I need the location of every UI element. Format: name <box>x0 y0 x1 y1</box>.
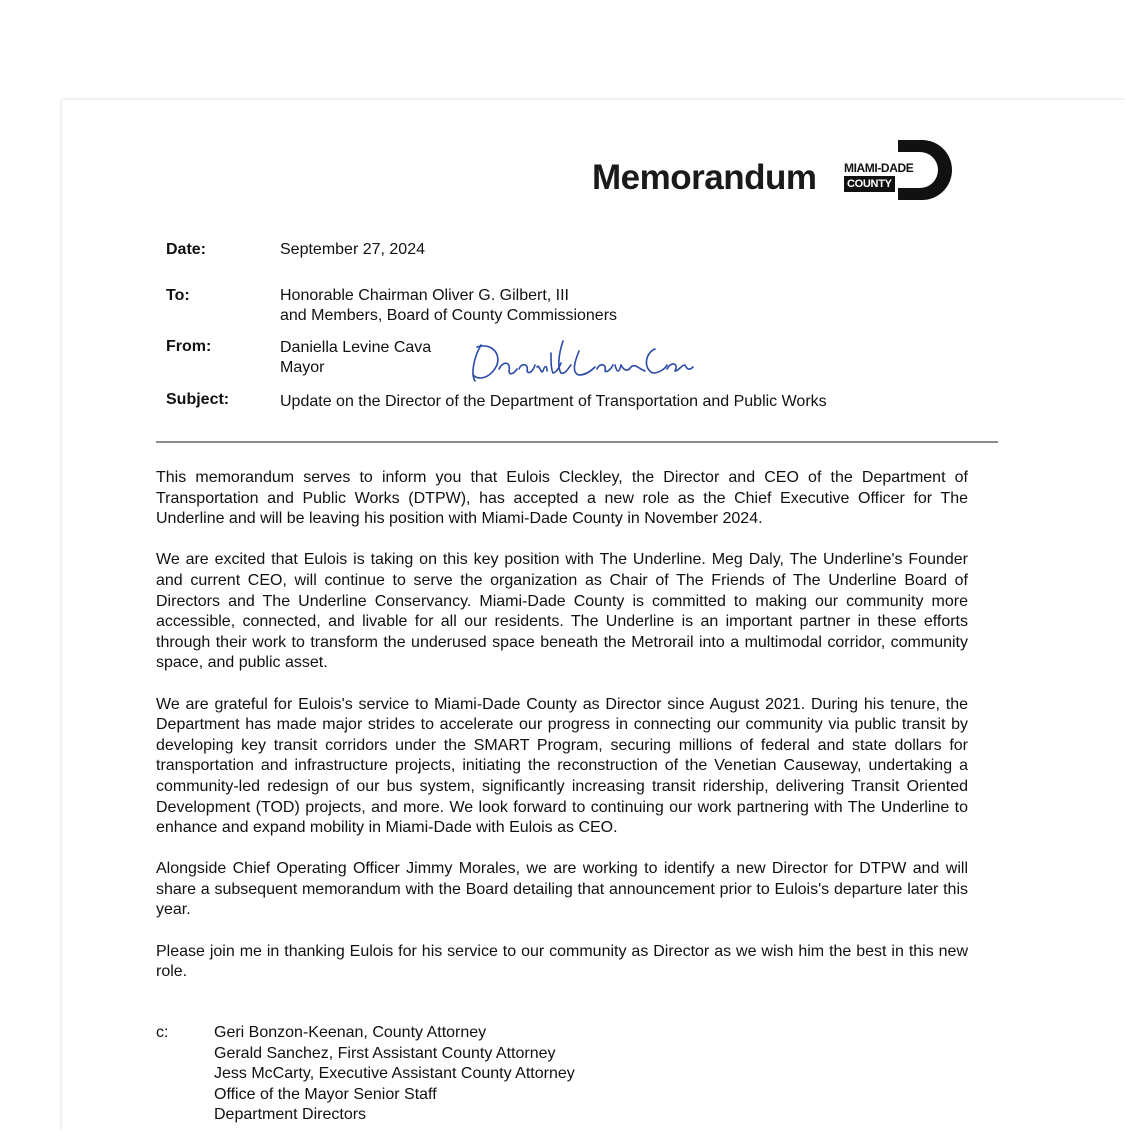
from-line-1: Daniella Levine Cava <box>280 339 432 356</box>
miami-dade-logo <box>840 140 960 200</box>
subject-label: Subject: <box>166 391 230 408</box>
cc-recipient: Geri Bonzon-Keenan, County Attorney <box>214 1024 487 1041</box>
mayor-signature <box>467 335 697 387</box>
cc-recipient: Gerald Sanchez, First Assistant County Attorney <box>214 1044 556 1062</box>
body-paragraph: Please join me in thanking Eulois for his service to our community as Director as we wish him the best in this new role. <box>156 942 968 981</box>
to-label: To: <box>166 287 190 304</box>
date-label: Date: <box>166 241 207 258</box>
date-value: September 27, 2024 <box>280 241 425 258</box>
header-divider <box>156 441 998 443</box>
subject-value: Update on the Director of the Department of Transportation and Public Works <box>280 393 827 410</box>
top-margin <box>0 0 1125 100</box>
from-line-2: Mayor <box>280 359 325 376</box>
logo-text-county: COUNTY <box>844 176 895 192</box>
cc-list <box>214 1023 575 1126</box>
cc-recipient: Jess McCarty, Executive Assistant County Attorney <box>214 1065 575 1083</box>
body-paragraph: We are grateful for Eulois's service to Miami-Dade County as Director since August 2021. During his tenure, the Department has made major strides to accelerate our progress in connecting our community via public transit by developing key transit corridors under the SMART Program, securing millions of federal and state dollars for transportation and infrastructure projects, initiating the reconstruction of the Venetian Causeway, undertaking a community-led redesign of our bus system, significantly increasing transit ridership, delivering Transit Oriented Development (TOD) projects, and more. We look forward to continuing our work partnering with The Underline to enhance and expand mobility in Miami-Dade with Eulois as CEO. <box>156 695 968 837</box>
cc-recipient: Department Directors <box>214 1106 367 1124</box>
memo-title: Memorandum <box>592 158 817 197</box>
to-line-1: Honorable Chairman Oliver G. Gilbert, III <box>280 287 569 304</box>
to-line-2: and Members, Board of County Commissioners <box>280 307 618 324</box>
body-paragraph: This memorandum serves to inform you that Eulois Cleckley, the Director and CEO of the Department of Transportation and Public Works (DTPW), has accepted a new role as the Chief Executive Officer for The Underline and will be leaving his position with Miami-Dade County in November 2024. <box>156 469 968 528</box>
logo-text-miami-dade: MIAMI-DADE <box>844 161 914 175</box>
cc-recipient: Office of the Mayor Senior Staff <box>214 1085 437 1103</box>
memo-page <box>62 100 1125 1131</box>
from-label: From: <box>166 338 212 355</box>
cc-label: c: <box>156 1024 169 1041</box>
body-paragraph: We are excited that Eulois is taking on this key position with The Underline. Meg Daly, The Underline's Founder and current CEO, will continue to serve the organization as Chair of The Friends of The Underline Board of Directors and The Underline Conservancy. Miami-Dade County is committed to making our community more accessible, connected, and livable for all our residents. The Underline is an important partner in these efforts through their work to transform the underused space beneath the Metrorail into a multimodal corridor, community space, and public asset. <box>156 551 968 672</box>
body-paragraph: Alongside Chief Operating Officer Jimmy Morales, we are working to identify a new Director for DTPW and will share a subsequent memorandum with the Board detailing that announcement prior to Eulois's departure later this year. <box>156 860 968 919</box>
memo-body <box>156 468 968 1003</box>
